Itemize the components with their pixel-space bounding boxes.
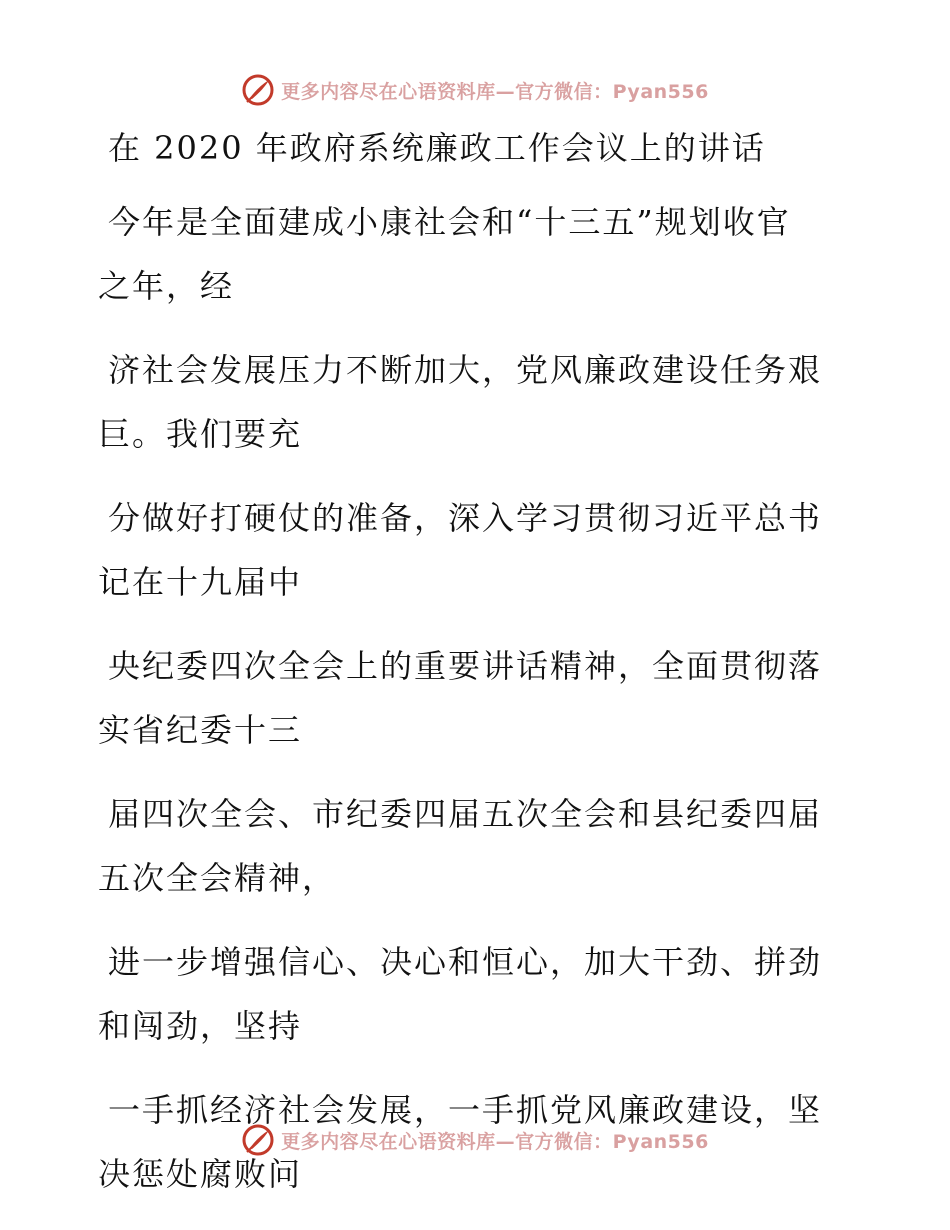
watermark-text: 更多内容尽在心语资料库—官方微信：Pyan556: [281, 1130, 709, 1153]
feather-logo-icon: [241, 1123, 275, 1157]
watermark-group: [241, 1123, 709, 1157]
paragraph: [98, 486, 838, 614]
paragraph: [98, 190, 838, 318]
paragraph-line: 之年，经: [98, 267, 235, 305]
paragraph-line: 决惩处腐败问: [98, 1155, 303, 1193]
watermark-group: [241, 73, 709, 107]
paragraph-line: 和闯劲，坚持: [98, 1007, 303, 1045]
feather-logo-icon: [241, 73, 275, 107]
paragraph-line: 进一步增强信心、决心和恒心，加大干劲、拼劲: [108, 943, 823, 981]
paragraph-line: 一手抓经济社会发展，一手抓党风廉政建设，坚: [108, 1091, 823, 1129]
paragraph-line: 五次全会精神，: [98, 859, 337, 897]
watermark-banner-bottom: [0, 1120, 950, 1160]
paragraph: [98, 338, 838, 466]
document-title: 在 2020 年政府系统廉政工作会议上的讲话: [108, 129, 766, 167]
watermark-text: 更多内容尽在心语资料库—官方微信：Pyan556: [281, 80, 709, 103]
watermark-banner-top: [0, 70, 950, 110]
paragraph-line: 今年是全面建成小康社会和“十三五”规划收官: [108, 203, 791, 241]
paragraph-line: 央纪委四次全会上的重要讲话精神，全面贯彻落: [108, 647, 823, 685]
paragraph-line: 巨。我们要充: [98, 415, 303, 453]
paragraph: [98, 634, 838, 762]
paragraph-line: 实省纪委十三: [98, 711, 303, 749]
paragraph-line: 分做好打硬仗的准备，深入学习贯彻习近平总书: [108, 499, 823, 537]
paragraph-line: 济社会发展压力不断加大，党风廉政建设任务艰: [108, 351, 823, 389]
paragraph-line: 记在十九届中: [98, 563, 303, 601]
paragraph-line: 届四次全会、市纪委四届五次全会和县纪委四届: [108, 795, 823, 833]
document-body: [98, 124, 838, 1226]
paragraph: [98, 782, 838, 910]
paragraph: [98, 930, 838, 1058]
